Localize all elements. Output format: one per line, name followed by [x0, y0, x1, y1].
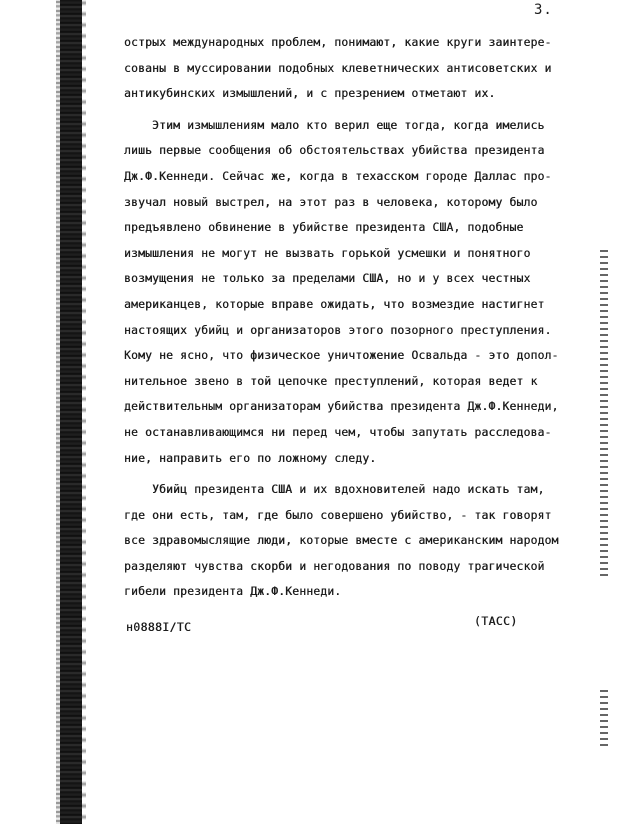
text-line: американцев, которые вправе ожидать, что возмездие настигнет	[124, 296, 545, 311]
text-line: антикубинских измышлений, и с презрением отметают их.	[124, 86, 496, 101]
text-line: действительным организаторам убийства президента Дж.Ф.Кеннеди,	[124, 399, 559, 414]
paragraph-3	[124, 477, 602, 605]
scan-margin-mark-lower	[600, 690, 608, 750]
text-line: не останавливающимся ни перед чем, чтобы запутать расследова-	[124, 424, 552, 439]
text-line: Кому не ясно, что физическое уничтожение Освальда - это допол-	[124, 348, 559, 363]
text-line: сованы в муссировании подобных клеветнических антисоветских и	[124, 60, 552, 75]
text-line: ние, направить его по ложному следу.	[124, 450, 377, 465]
text-line: Этим измышлениям мало кто верил еще тогда, когда имелись	[124, 117, 545, 132]
text-line: измышления не могут не вызвать горькой усмешки и понятного	[124, 245, 531, 260]
paragraph-2	[124, 113, 602, 471]
agency-signature: (ТАСС)	[474, 614, 518, 628]
text-line: настоящих убийц и организаторов этого позорного преступления.	[124, 322, 552, 337]
text-line: все здравомыслящие люди, которые вместе с американским народом	[124, 533, 559, 548]
document-code: н0888I/ТС	[126, 620, 192, 634]
text-line: нительное звено в той цепочке преступлений, которая ведет к	[124, 373, 538, 388]
text-line: Убийц президента США и их вдохновителей надо искать там,	[124, 482, 545, 497]
text-line: возмущения не только за пределами США, но и у всех честных	[124, 271, 531, 286]
document-body	[124, 30, 602, 605]
text-line: гибели президента Дж.Ф.Кеннеди.	[124, 584, 342, 599]
text-line: лишь первые сообщения об обстоятельствах убийства президента	[124, 143, 545, 158]
text-line: звучал новый выстрел, на этот раз в человека, которому было	[124, 194, 538, 209]
text-line: разделяют чувства скорби и негодования по поводу трагической	[124, 558, 545, 573]
text-line: острых международных проблем, понимают, какие круги заинтере-	[124, 35, 552, 49]
text-line: предъявлено обвинение в убийстве президента США, подобные	[124, 220, 524, 235]
text-line: где они есть, там, где было совершено убийство, - так говорят	[124, 507, 552, 522]
text-line: Дж.Ф.Кеннеди. Сейчас же, когда в техасском городе Даллас про-	[124, 168, 552, 183]
scan-edge-fringe-right	[82, 0, 86, 824]
page-number: 3.	[534, 2, 553, 18]
scan-binding-edge	[60, 0, 82, 824]
paragraph-1	[124, 30, 602, 107]
